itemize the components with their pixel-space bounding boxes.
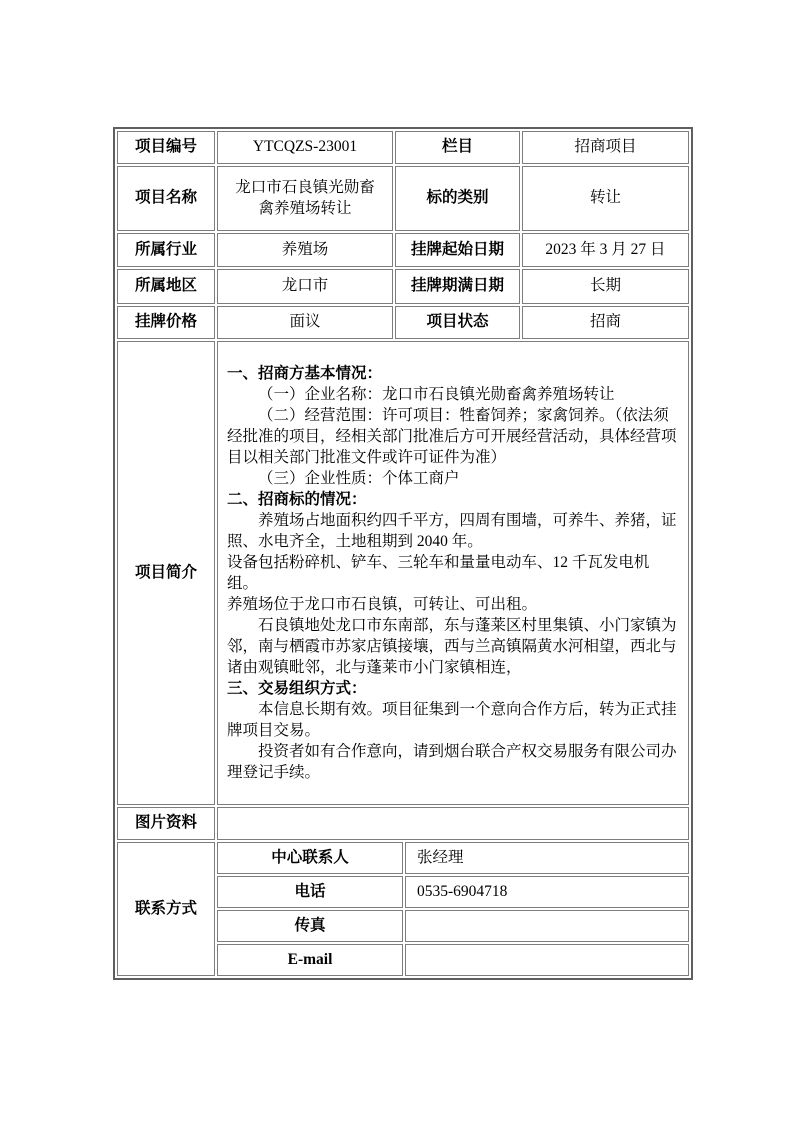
label-listing-start-date: 挂牌起始日期 bbox=[395, 233, 520, 267]
label-phone: 电话 bbox=[217, 876, 403, 908]
label-email: E-mail bbox=[217, 944, 403, 976]
summary-paragraph: 本信息长期有效。项目征集到一个意向合作方后，转为正式挂牌项目交易。 bbox=[227, 701, 677, 739]
contact-row bbox=[217, 944, 689, 976]
value-listing-start-date: 2023 年 3 月 27 日 bbox=[522, 233, 689, 267]
table-row bbox=[117, 166, 689, 231]
summary-paragraph: 二、招商标的情况： bbox=[227, 491, 367, 508]
value-email bbox=[405, 944, 689, 976]
label-project-id: 项目编号 bbox=[117, 131, 215, 164]
value-project-id: YTCQZS-23001 bbox=[217, 131, 393, 164]
table-row bbox=[117, 131, 689, 164]
label-image-materials: 图片资料 bbox=[117, 807, 215, 840]
summary-paragraph: （一）企业名称：龙口市石良镇光勋畜禽养殖场转让 bbox=[258, 386, 615, 403]
project-summary-content bbox=[217, 341, 689, 805]
value-listing-expiry-date: 长期 bbox=[522, 269, 689, 304]
label-subject-type: 标的类别 bbox=[395, 166, 520, 231]
summary-paragraph: （三）企业性质：个体工商户 bbox=[258, 470, 460, 487]
label-region: 所属地区 bbox=[117, 269, 215, 304]
value-region: 龙口市 bbox=[217, 269, 393, 304]
label-industry: 所属行业 bbox=[117, 233, 215, 267]
value-phone: 0535-6904718 bbox=[405, 876, 689, 908]
table-row bbox=[117, 306, 689, 339]
summary-paragraph: 投资者如有合作意向，请到烟台联合产权交易服务有限公司办理登记手续。 bbox=[227, 743, 677, 781]
contact-row bbox=[217, 842, 689, 874]
table-row bbox=[117, 269, 689, 304]
contact-row bbox=[217, 876, 689, 908]
label-project-status: 项目状态 bbox=[395, 306, 520, 339]
project-info-table bbox=[113, 127, 693, 980]
summary-paragraph: 一、招商方基本情况： bbox=[227, 365, 383, 382]
value-fax bbox=[405, 910, 689, 942]
value-project-status: 招商 bbox=[522, 306, 689, 339]
value-project-name: 龙口市石良镇光勋畜禽养殖场转让 bbox=[217, 166, 393, 231]
label-column-category: 栏目 bbox=[395, 131, 520, 164]
contact-rows bbox=[217, 842, 689, 976]
label-contact-info: 联系方式 bbox=[117, 842, 215, 976]
summary-paragraph: （二）经营范围：许可项目：牲畜饲养；家禽饲养。（依法须经批准的项目，经相关部门批准后方可开展经营活动，具体经营项目以相关部门批准文件或许可证件为准） bbox=[227, 407, 677, 466]
value-industry: 养殖场 bbox=[217, 233, 393, 267]
value-image-materials bbox=[217, 807, 689, 840]
summary-paragraph: 三、交易组织方式： bbox=[227, 680, 367, 697]
label-listing-expiry-date: 挂牌期满日期 bbox=[395, 269, 520, 304]
value-subject-type: 转让 bbox=[522, 166, 689, 231]
summary-paragraph: 养殖场占地面积约四千平方，四周有围墙，可养牛、养猪，证照、水电齐全，土地租期到 2040 年。 bbox=[227, 512, 677, 550]
summary-paragraph: 石良镇地处龙口市东南部，东与蓬莱区村里集镇、小门家镇为邻，南与栖霞市苏家店镇接壤，西与兰高镇隔黄水河相望，西北与诸由观镇毗邻，北与蓬莱市小门家镇相连， bbox=[227, 617, 677, 676]
contact-info-section bbox=[117, 842, 689, 976]
value-listing-price: 面议 bbox=[217, 306, 393, 339]
value-column-category: 招商项目 bbox=[522, 131, 689, 164]
label-fax: 传真 bbox=[217, 910, 403, 942]
table-row bbox=[117, 233, 689, 267]
label-project-summary: 项目简介 bbox=[117, 341, 215, 805]
contact-row bbox=[217, 910, 689, 942]
image-materials-row bbox=[117, 807, 689, 840]
summary-paragraph: 设备包括粉碎机、铲车、三轮车和量量电动车、12 千瓦发电机组。 bbox=[227, 554, 650, 592]
value-contact-person: 张经理 bbox=[405, 842, 689, 874]
summary-paragraph: 养殖场位于龙口市石良镇，可转让、可出租。 bbox=[227, 596, 538, 613]
label-listing-price: 挂牌价格 bbox=[117, 306, 215, 339]
label-contact-person: 中心联系人 bbox=[217, 842, 403, 874]
project-summary-row bbox=[117, 341, 689, 805]
label-project-name: 项目名称 bbox=[117, 166, 215, 231]
